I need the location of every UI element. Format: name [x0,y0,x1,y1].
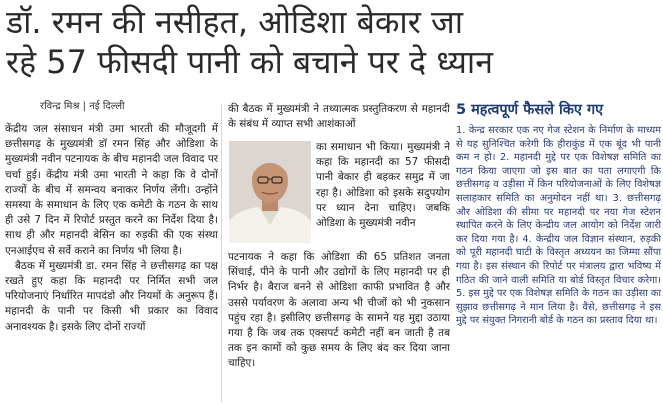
article-column-2-bottom: पटनायक ने कहा कि ओडिशा की 65 प्रतिशत जनता सिंचाई, पीने के पानी और उद्योगों के लिए महानदी पर ही निर्भर है। बैराज बनने से ओडिशा काफी प्रभावित है और उससे पर्यावरण के अलावा अन्य भी चीजों को भी नुकसान पहुंच रहा है। इसीलिए छत्तीसगढ़ के सामने यह मुद्दा उठाया गया है कि जब तक एक्सपर्ट कमेटी नहीं बन जाती है तब तक इन कामों को कुछ समय के लिए बंद कर दिया जाना चाहिए। [228,251,450,370]
decisions-list: 1. केन्द्र सरकार एक नए गेज स्टेशन के निर्माण के माध्यम से यह सुनिश्चित करेगी कि हीराकुंड में एक बूंद भी पानी कम न हो। 2. महानदी मुद्दे पर एक विशेषज्ञ समिति का गठन किया जाएगा जो इस बात का पता लगाएगी कि छत्तीसगढ़ व उड़ीसा में किन परियोजनाओं के लिए विशेषज्ञ सलाहकार समिति का अनुमोदन नहीं था। 3. छत्तीसगढ़ और ओडिशा की सीमा पर महानदी पर नया गेज स्टेशन स्थापित करने के लिए केन्द्रीय जल आयोग को निर्देश जारी कर दिया गया है। 4. केन्द्रीय जल विज्ञान संस्थान, रुड़की को पूरी महानदी घाटी के विस्तृत अध्ययन का जिम्मा सौंपा गया है। इस संस्थान की रिपोर्ट पर मंत्रालय द्वारा भविष्य में गठित की जाने वाली समिति या बोर्ड विस्तृत विचार करेगा। 5. इस मुद्दे पर एक विशेषज्ञ समिति के गठन का उड़ीसा का सुझाव छत्तीसगढ़ ने मान लिया है। वैसे, छत्तीसगढ़ ने इस मुद्दे पर संयुक्त निगरानी बोर्ड के गठन का प्रस्ताव दिया था। [456,125,661,327]
article-column-2-top: की बैठक में मुख्यमंत्री ने तथ्यात्मक प्रस्तुतिकरण से महानदी के संबंध में व्याप्त सभी आशंकाओं [228,103,450,131]
column-divider [221,104,222,402]
headline [6,2,661,82]
headline-line-2: रहे 57 फीसदी पानी को बचाने पर दे ध्यान [6,43,493,81]
article-column-1 [5,122,218,402]
paragraph-1: केंद्रीय जल संसाधन मंत्री उमा भारती की मौजूदगी में छत्तीसगढ़ के मुख्यमंत्री डॉ रमन सिंह और ओडिशा के मुख्यमंत्री नवीन पटनायक के बीच महानदी जल विवाद पर चर्चा हुई। केंद्रीय मंत्री उमा भारती ने कहा कि वे दोनों राज्यों के बीच में समन्वय बनाकर निर्णय लेंगी। उन्होंने समस्या के समाधान के लिए एक कमेटी के गठन के साथ ही उसे 7 दिन में रिपोर्ट प्रस्तुत करने का निर्देश दिया है। साथ ही और महानदी बेसिन का रुड़की की एक संस्था एनआईएच से सर्वे कराने का निर्णय भी लिया है। [5,123,218,257]
portrait-photo-icon [229,141,311,243]
decisions-heading: 5 महत्वपूर्ण फैसले किए गए [456,102,604,118]
article-column-2-side: का समाधान भी किया। मुख्यमंत्री ने कहा कि महानदी का 57 फीसदी पानी बेकार ही बहकर समुद्र में जा रहा है। ओडिशा को इसके सदुपयोग पर ध्यान देना चाहिए। जबकि ओडिशा के मुख्यमंत्री नवीन [316,141,450,230]
paragraph-2: बैठक में मुख्यमंत्री डा. रमन सिंह ने छत्तीसगढ़ का पक्ष रखते हुए कहा कि महानदी पर निर्मित सभी जल परियोजनाएं निर्धारित मापदंडो और नियमों के अनुरूप हैं। महानदी के पानी पर किसी भी प्रकार का विवाद अनावश्यक है। इसके लिए दोनों राज्यों [5,259,218,333]
headline-line-1: डॉ. रमन की नसीहत, ओडिशा बेकार जा [6,3,463,41]
byline: रविन्द्र मिश्र | नई दिल्ली [40,101,125,112]
portrait-photo [229,141,311,243]
